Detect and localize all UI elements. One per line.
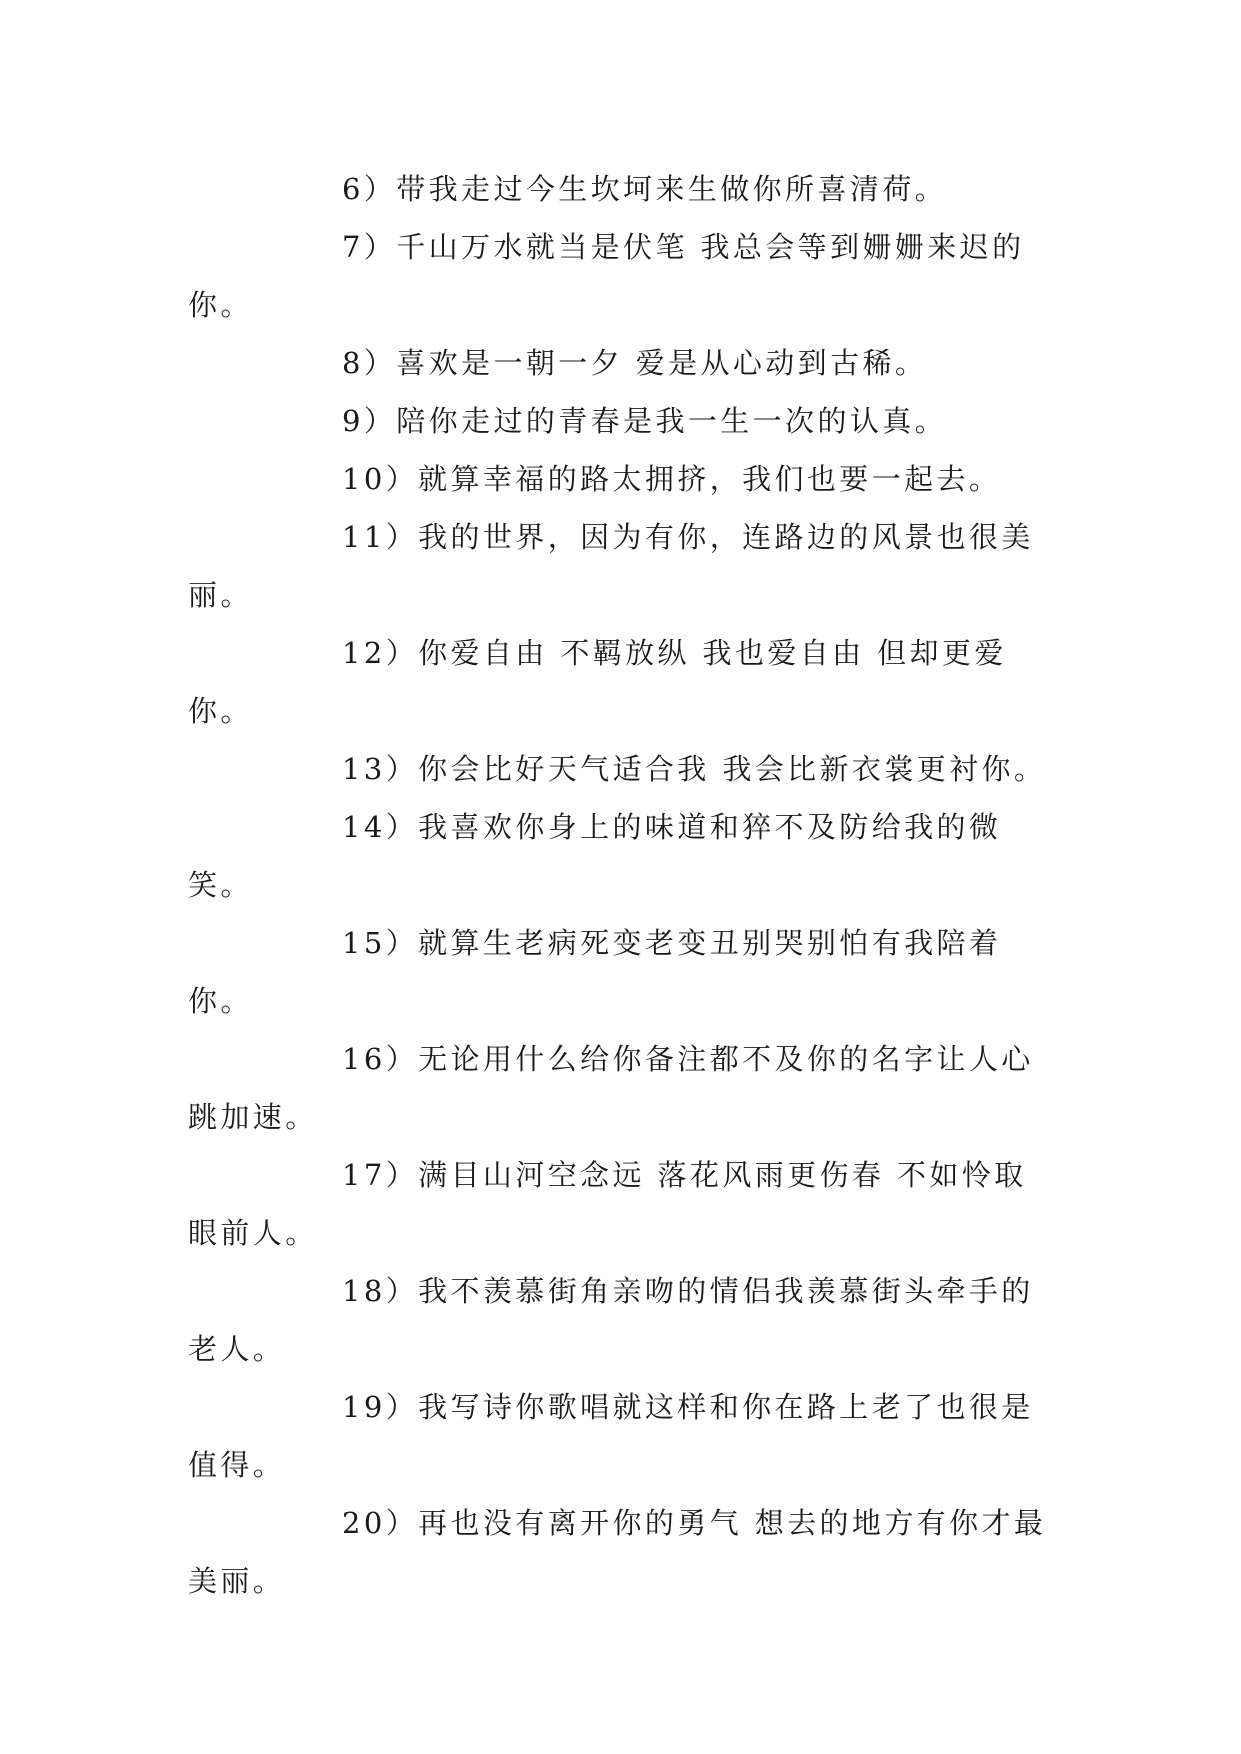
- list-item: 16）无论用什么给你备注都不及你的名字让人心跳加速。: [188, 1042, 1034, 1134]
- list-item: 14）我喜欢你身上的味道和猝不及防给我的微笑。: [188, 810, 1002, 902]
- list-item: 15）就算生老病死变老变丑别哭别怕有我陪着你。: [188, 926, 1002, 1018]
- list-item: 19）我写诗你歌唱就这样和你在路上老了也很是值得。: [188, 1390, 1034, 1482]
- list-item: 10）就算幸福的路太拥挤，我们也要一起去。: [342, 462, 1002, 496]
- list-item: 6）带我走过今生坎坷来生做你所喜清荷。: [342, 172, 948, 206]
- list-item: 17）满目山河空念远 落花风雨更伤春 不如怜取眼前人。: [188, 1158, 1027, 1250]
- list-item: 13）你会比好天气适合我 我会比新衣裳更衬你。: [342, 752, 1047, 786]
- list-item: 7）千山万水就当是伏笔 我总会等到姗姗来迟的你。: [188, 230, 1025, 322]
- list-item: 20）再也没有离开你的勇气 想去的地方有你才最美丽。: [188, 1506, 1047, 1598]
- list-item: 9）陪你走过的青春是我一生一次的认真。: [342, 404, 948, 438]
- list-item: 11）我的世界，因为有你，连路边的风景也很美丽。: [188, 520, 1034, 612]
- list-item: 18）我不羡慕街角亲吻的情侣我羡慕街头牵手的老人。: [188, 1274, 1034, 1366]
- list-item: 12）你爱自由 不羁放纵 我也爱自由 但却更爱你。: [188, 636, 1007, 728]
- list-item: 8）喜欢是一朝一夕 爱是从心动到古稀。: [342, 346, 928, 380]
- document-body: [188, 160, 1058, 1610]
